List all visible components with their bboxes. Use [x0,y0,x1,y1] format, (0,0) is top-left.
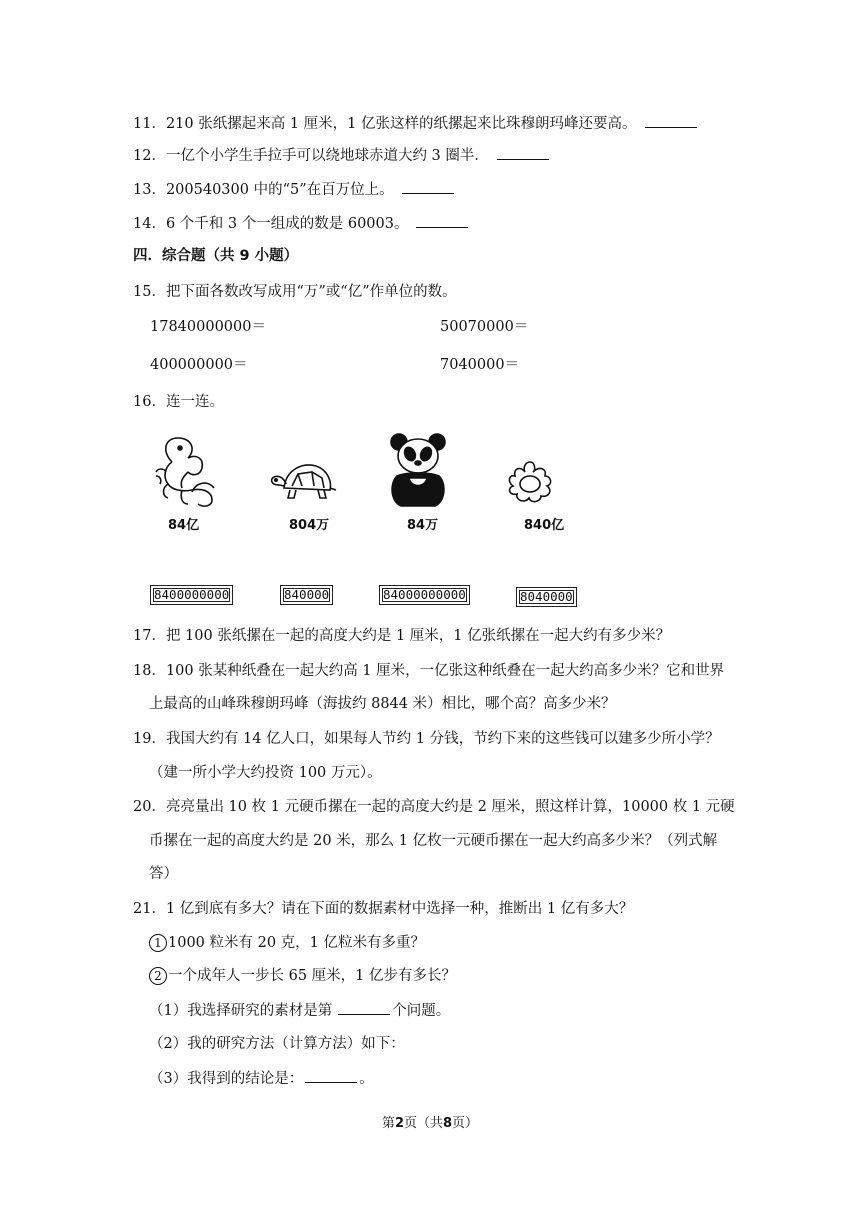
animal-label: 84万 [407,518,439,533]
circled-number: 1 [149,934,167,952]
number-box[interactable]: 84000000000 [379,585,470,605]
answer-blank[interactable] [338,1000,390,1015]
answer-blank[interactable] [645,113,697,128]
number-box[interactable]: 840000 [280,585,333,605]
elephant-icon [152,432,224,512]
conversion-item: 400000000＝ [150,357,248,373]
animal-label: 84亿 [168,518,200,533]
number-box[interactable]: 8040000 [516,587,577,607]
sub-question-3: （3）我得到的结论是： 。 [149,1068,374,1089]
question-16: 16．连一连。 [133,394,224,410]
animal-label: 804万 [289,518,330,533]
turtle-icon [268,456,340,504]
question-13: 13．200540300 中的“5”在百万位上。 [133,179,454,200]
question-17: 17．把 100 张纸摞在一起的高度大约是 1 厘米，1 亿张纸摞在一起大约有多少米？ [133,628,671,644]
answer-blank[interactable] [497,145,549,160]
circled-number: 2 [149,967,167,985]
question-14: 14．6 个千和 3 个一组成的数是 60003。 [133,213,468,234]
flower-icon [505,458,555,504]
question-18-cont: 上最高的山峰珠穆朗玛峰（海拔约 8844 米）相比，哪个高？高多少米？ [149,696,616,712]
sub-question-2: （2）我的研究方法（计算方法）如下： [149,1036,405,1052]
section-heading: 四．综合题（共 9 小题） [133,248,299,264]
option-2: 2 一个成年人一步长 65 厘米，1 亿步有多长？ [149,966,456,986]
question-20: 20．亮亮量出 10 枚 1 元硬币摞在一起的高度大约是 2 厘米，照这样计算，10000 枚 1 元硬 [133,799,735,815]
question-15: 15．把下面各数改写成用“万”或“亿”作单位的数。 [133,284,457,300]
number-box[interactable]: 8400000000 [150,585,233,605]
option-1: 1 1000 粒米有 20 克，1 亿粒米有多重？ [149,933,425,953]
panda-icon [387,432,449,510]
sub-question-1: （1）我选择研究的素材是第 个问题。 [149,1000,450,1021]
answer-blank[interactable] [402,179,454,194]
answer-blank[interactable] [416,213,468,228]
conversion-item: 50070000＝ [440,319,529,335]
answer-blank[interactable] [305,1068,357,1083]
conversion-item: 7040000＝ [440,357,520,373]
question-18: 18．100 张某种纸叠在一起大约高 1 厘米，一亿张这种纸叠在一起大约高多少米？它和世界 [133,663,725,679]
animal-label: 840亿 [524,518,565,533]
question-11: 11．210 张纸摞起来高 1 厘米，1 亿张这样的纸摞起来比珠穆朗玛峰还要高。 [133,113,697,134]
question-21: 21．1 亿到底有多大？请在下面的数据素材中选择一种，推断出 1 亿有多大？ [133,901,634,917]
question-19: 19．我国大约有 14 亿人口，如果每人节约 1 分钱，节约下来的这些钱可以建多少所小学？ [133,731,720,747]
question-20-cont: 币摞在一起的高度大约是 20 米，那么 1 亿枚一元硬币摞在一起大约高多少米？（列式解 [149,833,718,849]
question-19-cont: （建一所小学大约投资 100 万元）。 [149,765,382,781]
conversion-item: 17840000000＝ [150,319,266,335]
question-20-cont: 答） [149,866,178,882]
question-12: 12．一亿个小学生手拉手可以绕地球赤道大约 3 圈半． [133,145,549,166]
page-footer: 第2页（共8页） [381,1116,479,1131]
